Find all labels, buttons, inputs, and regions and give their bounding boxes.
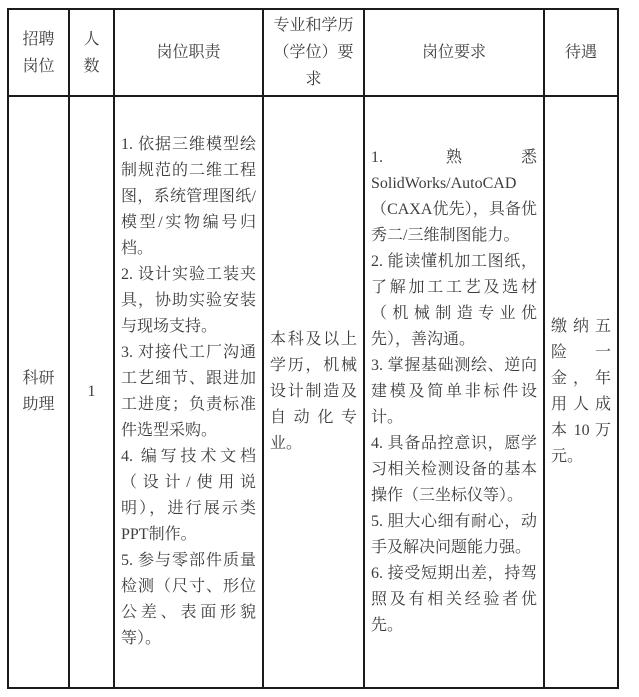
header-requirements: 岗位要求 (364, 9, 544, 96)
requirement-item: 2. 能读懂机加工图纸，了解加工工艺及选材（机械制造专业优先），善沟通。 (371, 253, 537, 348)
header-education: 专业和学历（学位）要求 (263, 9, 364, 96)
table-body (8, 96, 618, 688)
cell-requirements (364, 96, 544, 688)
table-row-research-assistant (8, 96, 618, 688)
responsibility-item: 2. 设计实验工装夹具，协助实验安装与现场支持。 (121, 266, 256, 335)
requirement-item: 5. 胆大心细有耐心，动手及解决问题能力强。 (371, 513, 537, 556)
responsibility-item: 1. 依据三维模型绘制规范的二维工程图，系统管理图纸/模型/实物编号归档。 (121, 136, 256, 257)
cell-headcount: 1 (69, 96, 114, 688)
header-headcount: 人数 (69, 9, 114, 96)
requirement-item: 6. 接受短期出差，持驾照及有相关经验者优先。 (371, 565, 537, 634)
responsibility-item: 3. 对接代工厂沟通工艺细节、跟进加工进度；负责标准件选型采购。 (121, 344, 256, 439)
requirement-item: 1. 熟悉SolidWorks/AutoCAD（CAXA优先），具备优秀二/三维制图能力。 (371, 149, 537, 244)
header-responsibilities: 岗位职责 (114, 9, 263, 96)
cell-compensation: 缴纳五险一金，年用人成本 10 万元。 (544, 96, 618, 688)
header-compensation: 待遇 (544, 9, 618, 96)
requirement-item: 4. 具备品控意识，愿学习相关检测设备的基本操作（三坐标仪等）。 (371, 435, 537, 504)
cell-position: 科研助理 (8, 96, 69, 688)
cell-education: 本科及以上学历，机械设计制造及自动化专业。 (263, 96, 364, 688)
requirement-item: 3. 掌握基础测绘、逆向建模及简单非标件设计。 (371, 357, 537, 426)
responsibility-item: 4. 编写技术文档（设计/使用说明），进行展示类 PPT制作。 (121, 448, 256, 543)
cell-responsibilities (114, 96, 263, 688)
table-header-row (8, 9, 618, 96)
header-position: 招聘岗位 (8, 9, 69, 96)
recruitment-table (7, 8, 619, 689)
responsibility-item: 5. 参与零部件质量检测（尺寸、形位公差、表面形貌等）。 (121, 552, 256, 647)
